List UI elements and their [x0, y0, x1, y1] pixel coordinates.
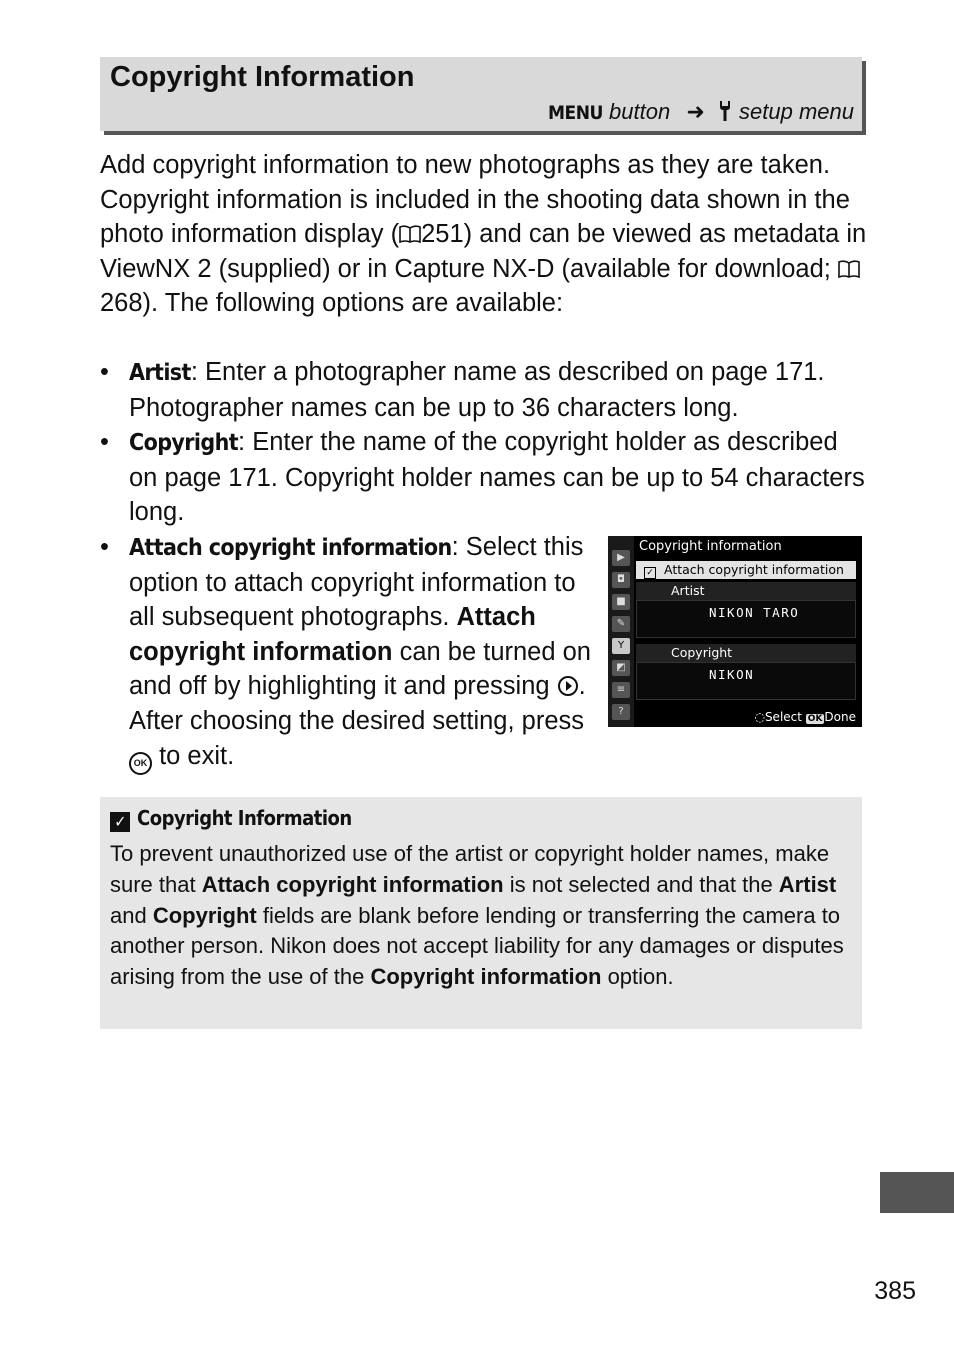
copyright-label: Copyright: [636, 644, 856, 662]
ok-key-icon: OK: [807, 714, 823, 724]
my-menu-tab-icon: ≡: [612, 682, 630, 698]
setup-tab-icon: Y: [612, 638, 630, 654]
attach-description-2: can be turned on and off by highlighting it and pressing: [129, 637, 591, 701]
note-box: [100, 797, 862, 1029]
copyright-value: NIKON: [636, 662, 856, 700]
wrench-icon: [719, 100, 731, 122]
term-artist: Artist: [129, 360, 191, 386]
help-icon: ?: [612, 704, 630, 720]
copyright-description: : Enter the name of the copyright holder as described on page 171. Copyright holder names can be up to 54 characters long.: [129, 428, 865, 527]
note-text-3: and: [110, 902, 153, 928]
camera-screen-footer: [754, 710, 856, 724]
retouch-tab-icon: ◩: [612, 660, 630, 676]
checkbox-checked-icon: ✓: [644, 567, 656, 579]
done-hint: Done: [824, 710, 856, 724]
intro-text-2: ) and can be viewed as metadata in ViewNX 2 (supplied) or in Capture NX-D (available for download;: [100, 220, 867, 283]
select-hint: Select: [764, 710, 802, 724]
playback-tab-icon: ▶: [612, 550, 630, 566]
bullet-icon: •: [100, 358, 109, 386]
attach-description-4: to exit.: [152, 741, 235, 770]
list-item-attach: [100, 530, 599, 775]
menu-button-text: button: [609, 99, 671, 124]
note-bold-4: Copyright information: [370, 964, 602, 990]
attach-description-1: : Select this option to attach copyright information to all subsequent photographs.: [129, 532, 584, 632]
note-title: Copyright Information: [137, 806, 352, 830]
note-body: [110, 839, 852, 993]
chapter-tab-marker: [880, 1172, 954, 1213]
camera-screen: [608, 536, 862, 727]
camera-menu-tabs: [608, 536, 634, 727]
artist-description: : Enter a photographer name as described on page 171. Photographer names can be up to 36 characters long.: [129, 358, 825, 422]
bullet-icon: •: [100, 428, 109, 457]
setup-menu-text: setup menu: [739, 99, 854, 124]
note-text-5: option.: [601, 964, 674, 990]
list-item-artist: [100, 355, 870, 425]
menu-path: [548, 99, 854, 125]
page-ref-268: 268: [100, 289, 143, 318]
menu-key-label: MENU: [548, 102, 603, 124]
page-ref-251: 251: [421, 220, 464, 249]
term-attach: Attach copyright information: [129, 534, 452, 561]
intro-text-3: ). The following options are available:: [142, 289, 564, 318]
note-bold-3: Copyright: [152, 902, 257, 928]
custom-settings-tab-icon: ✎: [612, 616, 630, 632]
note-bold-1: Attach copyright information: [201, 871, 504, 897]
section-header: [100, 57, 862, 131]
arrow-icon: ➜: [686, 99, 705, 124]
ok-button-icon: OK: [129, 752, 152, 775]
multi-selector-right-icon: [557, 675, 579, 697]
note-bold-2: Artist: [778, 871, 837, 897]
page-number: 385: [874, 1277, 916, 1305]
checkmark-icon: ✓: [110, 812, 130, 832]
attach-copyright-option: [636, 561, 856, 579]
artist-value: NIKON TARO: [636, 600, 856, 638]
note-text-1: To prevent unauthorized use of the artist or copyright holder names, make sure that: [110, 841, 830, 897]
page-title: Copyright Information: [110, 61, 415, 93]
intro-text-1: Add copyright information to new photographs as they are taken. Copyright information is included in the shooting data shown in the photo information display (: [100, 151, 850, 249]
list-item-copyright: [100, 425, 870, 530]
note-heading: [110, 805, 852, 839]
bullet-icon: •: [100, 532, 109, 561]
book-icon: [399, 224, 421, 244]
camera-tab-icon: ◘: [612, 572, 630, 588]
movie-tab-icon: ■: [612, 594, 630, 610]
attach-option-label: Attach copyright information: [664, 562, 844, 577]
note-text-4: fields are blank before lending or transferring the camera to another person. Nikon does not accept liability for any damages or disputes arising from the use of the: [110, 902, 844, 990]
attach-description-3: . After choosing the desired setting, press: [129, 672, 586, 735]
note-text-2: is not selected and that the: [503, 871, 779, 897]
select-dial-icon: ◌: [754, 710, 765, 724]
book-icon: [838, 259, 860, 279]
intro-paragraph: [100, 148, 870, 321]
term-copyright: Copyright: [129, 430, 239, 457]
attach-bold: Attach copyright information: [129, 603, 536, 666]
artist-label: Artist: [636, 582, 856, 600]
camera-screen-title: Copyright information: [639, 539, 782, 554]
